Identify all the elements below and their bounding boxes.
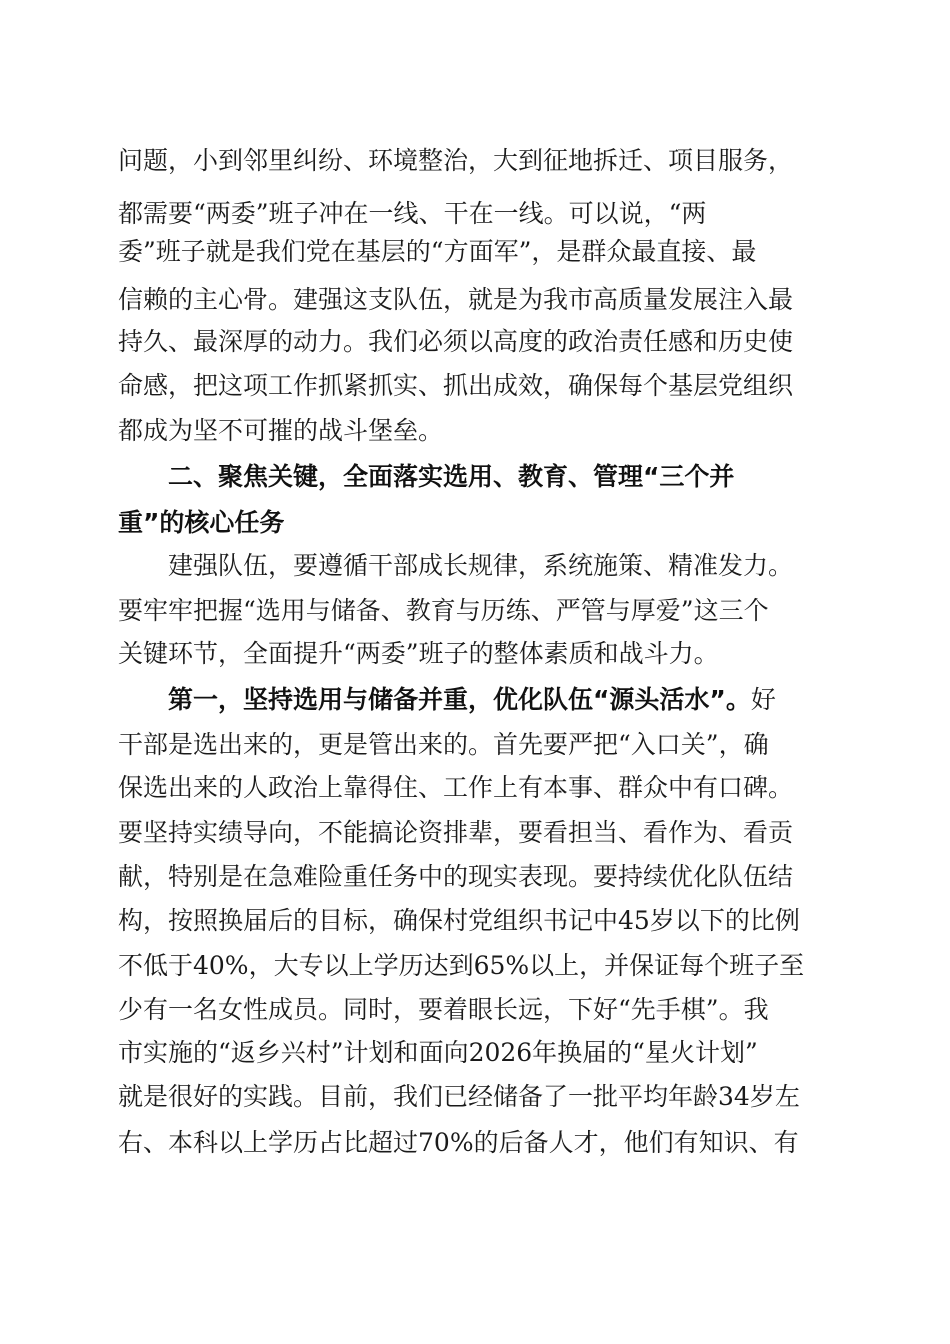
body-text-line: 信赖的主心骨。建强这支队伍，就是为我市高质量发展注入最 — [118, 285, 794, 314]
section-heading-line: 二、聚焦关键，全面落实选用、教育、管理“三个并 — [168, 462, 735, 491]
body-text-line: 都需要“两委”班子冲在一线、干在一线。可以说，“两 — [118, 199, 707, 228]
subheading-bold-text: 第一，坚持选用与储备并重，优化队伍“源头活水”。 — [168, 685, 751, 714]
body-text-line: 委”班子就是我们党在基层的“方面军”，是群众最直接、最 — [118, 237, 757, 266]
body-text-line: 要牢牢把握“选用与储备、教育与历练、严管与厚爱”这三个 — [118, 596, 769, 625]
body-text-line: 要坚持实绩导向，不能搞论资排辈，要看担当、看作为、看贡 — [118, 818, 794, 847]
section-heading-line: 重”的核心任务 — [118, 508, 285, 537]
body-text-line: 保选出来的人政治上靠得住、工作上有本事、群众中有口碑。 — [118, 773, 794, 802]
body-text-line: 干部是选出来的，更是管出来的。首先要严把“入口关”，确 — [118, 730, 769, 759]
body-text-line: 献，特别是在急难险重任务中的现实表现。要持续优化队伍结 — [118, 862, 794, 891]
body-text-line: 构，按照换届后的目标，确保村党组织书记中45岁以下的比例 — [118, 906, 800, 935]
body-text-line: 不低于40%，大专以上学历达到65%以上，并保证每个班子至 — [118, 951, 805, 980]
subheading-line — [168, 680, 830, 720]
body-text-line: 少有一名女性成员。同时，要着眼长远，下好“先手棋”。我 — [118, 995, 769, 1024]
body-text-line: 就是很好的实践。目前，我们已经储备了一批平均年龄34岁左 — [118, 1082, 800, 1111]
body-text-line: 右、本科以上学历占比超过70%的后备人才，他们有知识、有 — [118, 1128, 799, 1157]
body-text-line: 问题，小到邻里纠纷、环境整治，大到征地拆迁、项目服务， — [118, 146, 794, 175]
body-text-line: 都成为坚不可摧的战斗堡垒。 — [118, 416, 444, 445]
body-text-run: 好 — [750, 685, 776, 714]
body-text-line: 关键环节，全面提升“两委”班子的整体素质和战斗力。 — [118, 639, 719, 668]
body-text-line: 市实施的“返乡兴村”计划和面向2026年换届的“星火计划” — [118, 1038, 758, 1067]
body-text-line: 建强队伍，要遵循干部成长规律，系统施策、精准发力。 — [168, 551, 794, 580]
body-text-line: 命感，把这项工作抓紧抓实、抓出成效，确保每个基层党组织 — [118, 371, 794, 400]
body-text-line: 持久、最深厚的动力。我们必须以高度的政治责任感和历史使 — [118, 327, 794, 356]
